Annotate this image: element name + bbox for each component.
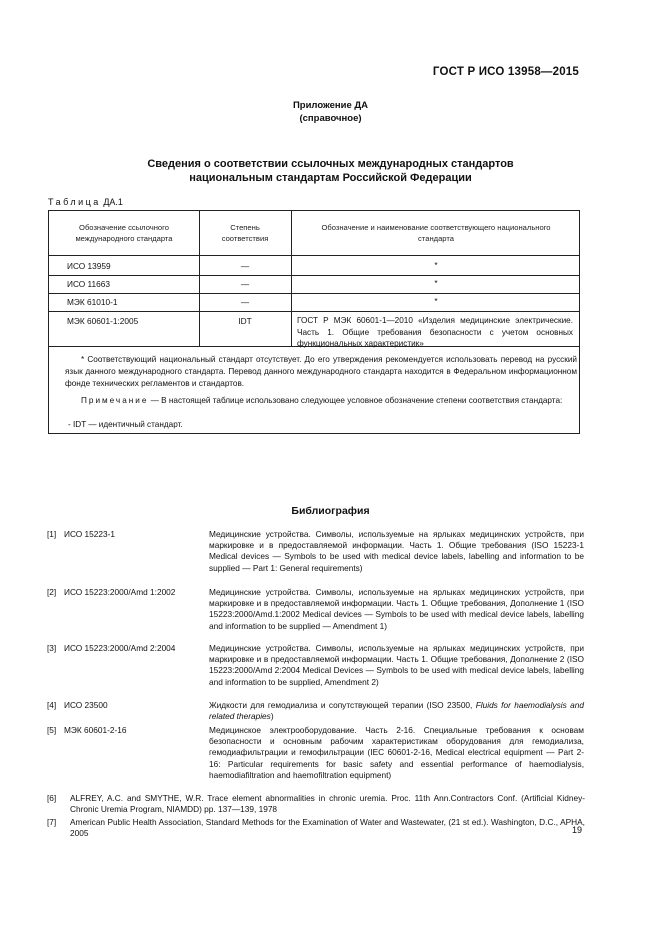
entry-code: МЭК 60601-2-16 xyxy=(64,725,127,735)
entry-text: ALFREY, A.C. and SMYTHE, W.R. Trace element abnormalities in chronic uremia. Proc. 11th Ann.Contractors Conf. (Artificial Kidney-Chronic Uremia Program, NIAMDD) pp. 137—139, 1978 xyxy=(70,793,585,815)
table-cell-national: * xyxy=(434,278,438,288)
appendix-heading xyxy=(0,99,661,125)
appendix-title: Приложение ДА xyxy=(292,100,369,111)
entry-number: [1] xyxy=(47,529,57,539)
table-cell-ref: ИСО 11663 xyxy=(67,279,110,289)
appendix-subtitle: (справочное) xyxy=(299,113,362,124)
table-note xyxy=(65,395,577,407)
entry-text: American Public Health Association, Standard Methods for the Examination of Water and Wastewater, (21 st ed.). Washington, D.C., APHA, 2005 xyxy=(70,817,585,839)
table-cell-degree: — xyxy=(240,279,250,289)
header-degree xyxy=(199,222,291,244)
table-caption-word: Таблица xyxy=(48,197,101,207)
entry-code: ИСО 15223-1 xyxy=(64,529,115,539)
header-national-standard xyxy=(291,222,581,244)
table-cell-degree: — xyxy=(240,297,250,307)
correspondence-table xyxy=(48,210,580,434)
entry-code: ИСО 15223:2000/Amd 1:2002 xyxy=(64,587,176,597)
row-divider xyxy=(49,311,579,312)
note-text: — В настоящей таблице использовано следующее условное обозначение степени соответствия стандарта: xyxy=(150,396,563,405)
note-word: Примечание xyxy=(81,396,149,405)
header-text: Степень xyxy=(230,223,260,232)
header-text: Обозначение ссылочного xyxy=(79,223,169,232)
table-cell-national: ГОСТ Р МЭК 60601-1—2010 «Изделия медицинские электрические. Часть 1. Общие требования безопасности с учетом основных функциональных характеристик» xyxy=(297,316,573,348)
standard-header: ГОСТ Р ИСО 13958—2015 xyxy=(432,66,579,78)
entry-number: [4] xyxy=(47,700,57,710)
entry-text-plain: Жидкости для гемодиализа и сопутствующей терапии (ISO 23500, xyxy=(209,700,476,710)
entry-text: Медицинские устройства. Символы, используемые на ярлыках медицинских устройств, при маркировке и в предоставляемой информации. Часть 1. Общие требования (ISO 15223-1 Medical devices — Symbols to be used with medical device labels, labelling and information to be supplied — Part 1: General requirements) xyxy=(209,529,584,573)
table-caption-id: ДА.1 xyxy=(103,197,123,207)
table-caption xyxy=(48,197,123,207)
header-text: соответствия xyxy=(221,234,269,243)
table-cell-national: * xyxy=(434,296,438,306)
entry-number: [5] xyxy=(47,725,57,735)
page-number: 19 xyxy=(572,825,583,835)
table-cell-degree: — xyxy=(240,261,250,271)
table-footnote: * Соответствующий национальный стандарт отсутствует. До его утверждения рекомендуется использовать перевод на русский язык данного международного стандарта. Перевод данного международного стандарта находится в Федеральном информационном фонде технических регламентов и стандартов. xyxy=(65,355,577,388)
entry-code: ИСО 23500 xyxy=(64,700,108,710)
header-text: Обозначение и наименование соответствующего национального xyxy=(321,223,551,232)
section-title xyxy=(0,157,661,185)
header-text: стандарта xyxy=(418,234,454,243)
entry-number: [6] xyxy=(47,793,57,803)
entry-text-end: ) xyxy=(270,711,274,722)
header-ref-standard xyxy=(49,222,199,244)
entry-number: [7] xyxy=(47,817,57,827)
entry-text: Медицинское электрооборудование. Часть 2-16. Специальные требования к основам безопасности и основным рабочим характеристикам оборудования для гемодиализа, гемодиафильтрации и гемофильтрации (IEC 60601-2-16, Medical electrical equipment — Part 2-16: Particular requirements for basic safety and essential performance of haemodialysis, haemodiafiltration and haemofiltration equipment) xyxy=(209,725,584,780)
entry-code: ИСО 15223:2000/Amd 2:2004 xyxy=(64,643,176,653)
section-title-line1: Сведения о соответствии ссылочных международных стандартов xyxy=(147,158,514,170)
table-cell-degree: IDT xyxy=(238,316,252,326)
entry-text: Медицинские устройства. Символы, используемые на ярлыках медицинских устройств, при маркировке и в предоставляемой информации. Часть 1. Общие требования, Дополнение 1 (ISO 15223:2000/Amd.1:2002 Medical devices — Symbols to be used with medical device labels, labelling and information to be supplied — Amendment 1) xyxy=(209,587,584,631)
bibliography-title: Библиография xyxy=(291,505,370,517)
section-title-line2: национальным стандартам Российской Федерации xyxy=(189,172,472,184)
row-divider xyxy=(49,275,579,276)
entry-text-italic: Fluids for haemodialysis and related therapies xyxy=(209,700,584,722)
entry-number: [2] xyxy=(47,587,57,597)
table-cell-ref: МЭК 60601-1:2005 xyxy=(67,316,139,326)
entry-number: [3] xyxy=(47,643,57,653)
table-note-item: - IDT — идентичный стандарт. xyxy=(68,420,183,429)
table-cell-ref: ИСО 13959 xyxy=(67,261,111,271)
entry-text xyxy=(209,700,584,722)
table-cell-ref: МЭК 61010-1 xyxy=(67,297,118,307)
header-text: международного стандарта xyxy=(75,234,173,243)
entry-text: Медицинские устройства. Символы, используемые на ярлыках медицинских устройств, при маркировке и в предоставляемой информации. Часть 1. Общие требования, Дополнение 2 (ISO 15223:2000/Amd 2:2004 Medical Devices — Symbols to be used with medical device labels, labelling and information to be supplied, Amendment 2) xyxy=(209,643,584,687)
row-divider xyxy=(49,293,579,294)
table-cell-national: * xyxy=(434,260,438,270)
header-divider xyxy=(49,255,579,256)
